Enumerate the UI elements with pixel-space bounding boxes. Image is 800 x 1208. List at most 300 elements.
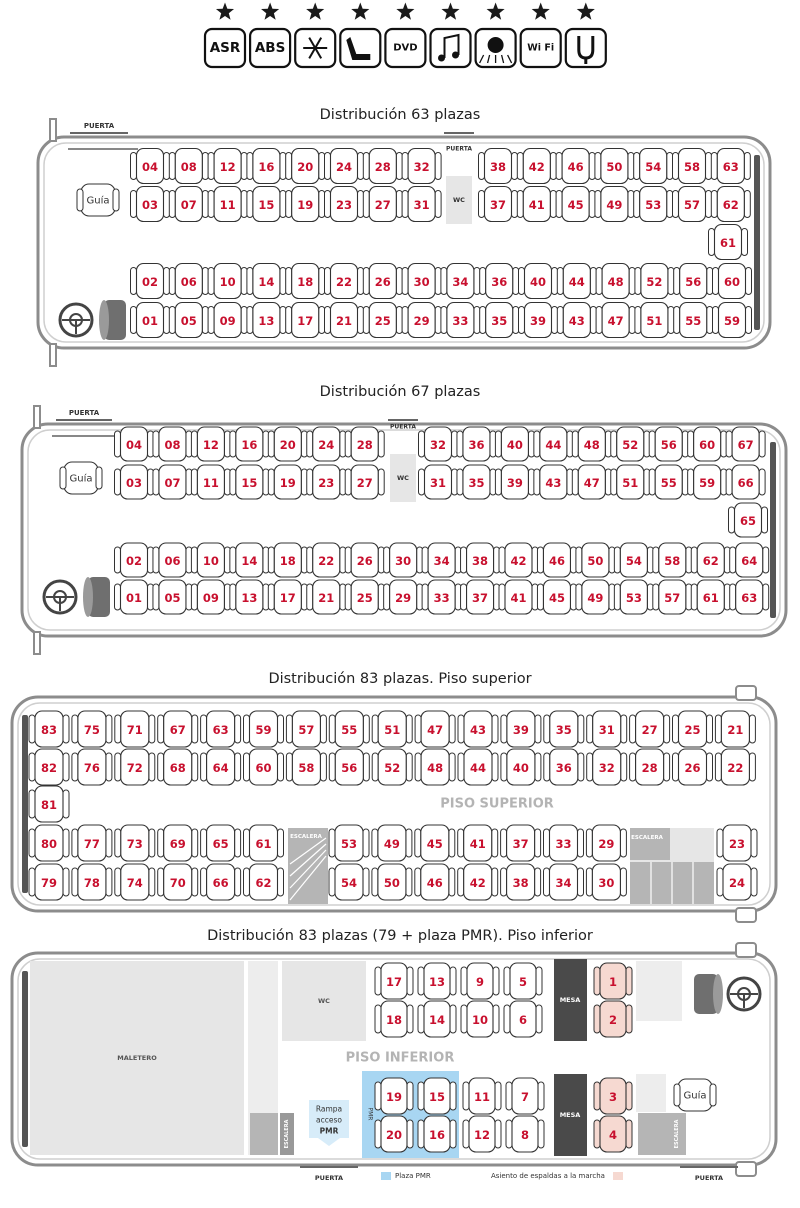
seat[interactable] xyxy=(611,427,650,461)
seat-number: 05 xyxy=(164,591,181,605)
seat[interactable] xyxy=(458,749,498,785)
seat[interactable] xyxy=(715,711,755,747)
seat-armrest-left xyxy=(201,829,207,857)
seat[interactable] xyxy=(29,786,69,822)
seat-armrest-right xyxy=(396,307,402,334)
seat[interactable] xyxy=(461,1001,499,1037)
seat[interactable] xyxy=(363,187,402,222)
seat[interactable] xyxy=(372,749,412,785)
seat-number: 64 xyxy=(741,554,758,568)
seat-number: 53 xyxy=(340,837,358,851)
seat[interactable] xyxy=(730,580,769,614)
seat[interactable] xyxy=(537,580,576,614)
seat[interactable] xyxy=(208,187,247,222)
seat-number: 07 xyxy=(180,198,197,212)
seat[interactable] xyxy=(286,303,325,338)
seat[interactable] xyxy=(595,149,634,184)
seat[interactable] xyxy=(419,465,458,499)
seat[interactable] xyxy=(268,427,307,461)
seat-armrest-right xyxy=(149,829,155,857)
seat[interactable] xyxy=(711,149,750,184)
seat[interactable] xyxy=(384,580,423,614)
seat[interactable] xyxy=(594,1001,632,1037)
seat[interactable] xyxy=(730,543,769,577)
seat-armrest-right xyxy=(535,868,541,896)
seat[interactable] xyxy=(375,963,413,999)
seat[interactable] xyxy=(635,303,674,338)
seat[interactable] xyxy=(461,543,500,577)
seat[interactable] xyxy=(418,1116,456,1152)
seat[interactable] xyxy=(688,465,727,499)
seat[interactable] xyxy=(268,543,307,577)
seat[interactable] xyxy=(673,149,712,184)
seat[interactable] xyxy=(587,749,627,785)
seat[interactable] xyxy=(653,580,692,614)
seat[interactable] xyxy=(325,149,364,184)
seat[interactable] xyxy=(131,264,170,299)
seat-number: 71 xyxy=(126,723,143,737)
seat[interactable] xyxy=(499,580,538,614)
seat[interactable] xyxy=(717,825,757,861)
seat-number: 37 xyxy=(489,198,507,212)
seat[interactable] xyxy=(115,864,155,900)
seat[interactable] xyxy=(375,1001,413,1037)
seat-number: 15 xyxy=(258,198,275,212)
seat[interactable] xyxy=(499,543,538,577)
seat-number: 19 xyxy=(279,476,296,490)
seat[interactable] xyxy=(72,864,112,900)
seat[interactable] xyxy=(201,864,241,900)
seat[interactable] xyxy=(208,149,247,184)
seat[interactable] xyxy=(402,264,441,299)
star-icon xyxy=(216,3,234,20)
seat[interactable] xyxy=(634,187,673,222)
seat[interactable] xyxy=(115,580,154,614)
seat[interactable] xyxy=(29,711,69,747)
seat[interactable] xyxy=(286,711,326,747)
seat-armrest-left xyxy=(72,715,78,743)
seat[interactable] xyxy=(268,580,307,614)
seat-number: 51 xyxy=(646,314,663,328)
seat[interactable] xyxy=(375,1116,413,1152)
seat[interactable] xyxy=(325,264,364,299)
seat-number: 52 xyxy=(384,761,401,775)
seat[interactable] xyxy=(372,825,412,861)
seat-armrest-left xyxy=(363,153,369,180)
seat[interactable] xyxy=(115,427,154,461)
seat[interactable] xyxy=(131,149,170,184)
seat[interactable] xyxy=(208,264,247,299)
seat-armrest-right xyxy=(202,268,208,295)
seat[interactable] xyxy=(713,303,752,338)
seat-armrest-right xyxy=(363,753,369,781)
seat-armrest-right xyxy=(241,153,247,180)
seat[interactable] xyxy=(72,749,112,785)
seat[interactable] xyxy=(726,427,765,461)
seat[interactable] xyxy=(537,543,576,577)
seat[interactable] xyxy=(595,187,634,222)
seat[interactable] xyxy=(201,749,241,785)
seat[interactable] xyxy=(115,749,155,785)
seat-armrest-right xyxy=(358,153,364,180)
seat[interactable] xyxy=(307,580,346,614)
seat[interactable] xyxy=(345,543,384,577)
seat[interactable] xyxy=(713,264,752,299)
seat[interactable] xyxy=(402,303,441,338)
seat-armrest-left xyxy=(596,307,602,334)
seat[interactable] xyxy=(649,465,688,499)
seat[interactable] xyxy=(325,303,364,338)
seat[interactable] xyxy=(572,465,611,499)
seat[interactable] xyxy=(345,427,384,461)
seat-number: 46 xyxy=(426,876,443,890)
seat-armrest-right xyxy=(450,1082,456,1110)
seat[interactable] xyxy=(480,303,519,338)
seat-armrest-right xyxy=(106,829,112,857)
seat-armrest-left xyxy=(630,715,636,743)
seat[interactable] xyxy=(158,864,198,900)
seat[interactable] xyxy=(286,749,326,785)
seat-armrest-left xyxy=(345,547,351,573)
seat[interactable] xyxy=(131,303,170,338)
seat[interactable] xyxy=(230,465,269,499)
seat[interactable] xyxy=(586,864,626,900)
seat-armrest-right xyxy=(278,753,284,781)
seat[interactable] xyxy=(674,264,713,299)
seat[interactable] xyxy=(673,749,713,785)
seat-armrest-right xyxy=(667,153,673,180)
seat[interactable] xyxy=(673,187,712,222)
seat[interactable] xyxy=(158,749,198,785)
seat[interactable] xyxy=(372,711,412,747)
seat[interactable] xyxy=(230,427,269,461)
seat-number: 58 xyxy=(683,160,701,174)
seat-armrest-left xyxy=(461,547,467,573)
seat[interactable] xyxy=(504,963,542,999)
seat[interactable] xyxy=(630,711,670,747)
seat[interactable] xyxy=(415,825,455,861)
seat[interactable] xyxy=(688,427,727,461)
seat[interactable] xyxy=(729,503,768,537)
seat[interactable] xyxy=(715,749,755,785)
seat[interactable] xyxy=(501,825,541,861)
seat[interactable] xyxy=(244,711,284,747)
seat-number: 2 xyxy=(608,1013,618,1027)
seat[interactable] xyxy=(649,427,688,461)
seat-armrest-left xyxy=(363,191,369,218)
seat[interactable] xyxy=(441,303,480,338)
seat-armrest-left xyxy=(115,868,121,896)
seat[interactable] xyxy=(268,465,307,499)
seat-number: 59 xyxy=(723,314,741,328)
seat[interactable] xyxy=(307,543,346,577)
seat-armrest-right xyxy=(474,307,480,334)
seat[interactable] xyxy=(596,264,635,299)
seat[interactable] xyxy=(345,465,384,499)
seat-number: 12 xyxy=(219,160,236,174)
driver-seat xyxy=(83,577,110,617)
seat[interactable] xyxy=(441,264,480,299)
seat-armrest-left xyxy=(544,715,550,743)
seat[interactable] xyxy=(169,187,208,222)
seat[interactable] xyxy=(345,580,384,614)
seat[interactable] xyxy=(402,149,441,184)
seat[interactable] xyxy=(586,825,626,861)
seat[interactable] xyxy=(594,963,632,999)
seat[interactable] xyxy=(544,749,584,785)
seat-armrest-left xyxy=(688,431,694,457)
seat[interactable] xyxy=(630,749,670,785)
seat[interactable] xyxy=(375,1078,413,1114)
seat[interactable] xyxy=(534,427,573,461)
seat[interactable] xyxy=(517,187,556,222)
seat-armrest-left xyxy=(268,469,274,495)
seat[interactable] xyxy=(674,303,713,338)
seat[interactable] xyxy=(29,825,69,861)
seat[interactable] xyxy=(201,825,241,861)
seat-armrest-right xyxy=(535,715,541,743)
seat[interactable] xyxy=(726,465,765,499)
seat[interactable] xyxy=(479,149,518,184)
seat[interactable] xyxy=(457,427,496,461)
seat[interactable] xyxy=(594,1078,632,1114)
seat[interactable] xyxy=(72,825,112,861)
seat[interactable] xyxy=(230,543,269,577)
seat-armrest-right xyxy=(535,753,541,781)
seat[interactable] xyxy=(29,864,69,900)
seat-armrest-left xyxy=(169,268,175,295)
seat-number: 56 xyxy=(685,275,702,289)
seat-armrest-left xyxy=(422,547,428,573)
seat-armrest-left xyxy=(169,307,175,334)
seat[interactable] xyxy=(329,825,369,861)
seat[interactable] xyxy=(501,749,541,785)
seat[interactable] xyxy=(415,711,455,747)
seat[interactable] xyxy=(458,825,498,861)
seat[interactable] xyxy=(717,864,757,900)
seat[interactable] xyxy=(153,465,192,499)
seat-armrest-left xyxy=(691,547,697,573)
guide-label: Guía xyxy=(683,1090,707,1102)
seat[interactable] xyxy=(556,187,595,222)
seat-armrest-left xyxy=(730,547,736,573)
seat[interactable] xyxy=(153,427,192,461)
seat[interactable] xyxy=(504,1001,542,1037)
seat[interactable] xyxy=(576,580,615,614)
seat-number: 07 xyxy=(164,476,181,490)
seat[interactable] xyxy=(247,303,286,338)
feature-label: Wi Fi xyxy=(527,42,555,54)
seat-armrest-left xyxy=(415,753,421,781)
seat-armrest-right xyxy=(536,967,542,995)
seat[interactable] xyxy=(635,264,674,299)
seat-number: 42 xyxy=(528,160,545,174)
seat-armrest-left xyxy=(372,868,378,896)
seat[interactable] xyxy=(506,1116,544,1152)
seat[interactable] xyxy=(72,711,112,747)
seat-number: 21 xyxy=(318,591,335,605)
seat[interactable] xyxy=(325,187,364,222)
seat[interactable] xyxy=(115,543,154,577)
seat-number: 06 xyxy=(164,554,181,568)
seat[interactable] xyxy=(329,749,369,785)
seat-armrest-left xyxy=(415,829,421,857)
seat[interactable] xyxy=(418,1001,456,1037)
seat[interactable] xyxy=(402,187,441,222)
seat-number: 14 xyxy=(241,554,258,568)
seat-armrest-left xyxy=(517,191,523,218)
seat[interactable] xyxy=(653,543,692,577)
seat[interactable] xyxy=(534,465,573,499)
seat-armrest-left xyxy=(153,584,159,610)
seat[interactable] xyxy=(517,149,556,184)
seat[interactable] xyxy=(158,711,198,747)
seat[interactable] xyxy=(286,149,325,184)
seat[interactable] xyxy=(479,187,518,222)
seat-armrest-left xyxy=(461,1005,467,1033)
seat-number: 48 xyxy=(427,761,444,775)
seat[interactable] xyxy=(419,427,458,461)
seat[interactable] xyxy=(191,543,230,577)
seat[interactable] xyxy=(634,149,673,184)
seat[interactable] xyxy=(557,303,596,338)
seat[interactable] xyxy=(153,543,192,577)
steering-wheel-icon xyxy=(44,581,76,613)
seat[interactable] xyxy=(169,303,208,338)
seat[interactable] xyxy=(384,543,423,577)
seat-armrest-left xyxy=(418,1120,424,1148)
seat[interactable] xyxy=(418,1078,456,1114)
seat-number: 48 xyxy=(583,438,600,452)
seat[interactable] xyxy=(158,825,198,861)
seat[interactable] xyxy=(461,580,500,614)
seat[interactable] xyxy=(29,749,69,785)
seat[interactable] xyxy=(191,427,230,461)
seat[interactable] xyxy=(457,465,496,499)
seat[interactable] xyxy=(463,1116,501,1152)
seat[interactable] xyxy=(422,543,461,577)
seat[interactable] xyxy=(576,543,615,577)
seat[interactable] xyxy=(458,711,498,747)
seat[interactable] xyxy=(614,543,653,577)
seat[interactable] xyxy=(463,1078,501,1114)
seat[interactable] xyxy=(191,465,230,499)
seat[interactable] xyxy=(691,580,730,614)
seat[interactable] xyxy=(363,149,402,184)
seat[interactable] xyxy=(115,465,154,499)
seat-armrest-left xyxy=(418,1005,424,1033)
seat[interactable] xyxy=(329,711,369,747)
seat[interactable] xyxy=(286,187,325,222)
seat[interactable] xyxy=(247,264,286,299)
seat[interactable] xyxy=(153,580,192,614)
seat[interactable] xyxy=(307,427,346,461)
seat[interactable] xyxy=(415,864,455,900)
seat[interactable] xyxy=(519,303,558,338)
seat[interactable] xyxy=(614,580,653,614)
seat[interactable] xyxy=(115,825,155,861)
seat[interactable] xyxy=(691,543,730,577)
seat[interactable] xyxy=(519,264,558,299)
seat-armrest-right xyxy=(202,153,208,180)
seat[interactable] xyxy=(372,864,412,900)
seat-number: 80 xyxy=(40,837,58,851)
seat[interactable] xyxy=(244,749,284,785)
door-label: PUERTA xyxy=(68,409,100,417)
seat[interactable] xyxy=(711,187,750,222)
seat[interactable] xyxy=(230,580,269,614)
seat[interactable] xyxy=(544,711,584,747)
seat[interactable] xyxy=(495,465,534,499)
seat[interactable] xyxy=(480,264,519,299)
seat[interactable] xyxy=(556,149,595,184)
seat[interactable] xyxy=(596,303,635,338)
mirror xyxy=(736,943,756,957)
seat[interactable] xyxy=(286,264,325,299)
seat-armrest-left xyxy=(418,967,424,995)
seat[interactable] xyxy=(244,864,284,900)
seat-number: 53 xyxy=(625,591,642,605)
seat[interactable] xyxy=(201,711,241,747)
seat-armrest-left xyxy=(329,868,335,896)
seat[interactable] xyxy=(131,187,170,222)
seat-armrest-left xyxy=(713,307,719,334)
seat[interactable] xyxy=(191,580,230,614)
seat[interactable] xyxy=(422,580,461,614)
seat-armrest-left xyxy=(653,547,659,573)
seat[interactable] xyxy=(611,465,650,499)
seat[interactable] xyxy=(557,264,596,299)
seat-number: 59 xyxy=(255,723,272,737)
seat[interactable] xyxy=(544,825,584,861)
seat[interactable] xyxy=(506,1078,544,1114)
seat[interactable] xyxy=(495,427,534,461)
seat[interactable] xyxy=(208,303,247,338)
seat[interactable] xyxy=(244,825,284,861)
seat[interactable] xyxy=(458,864,498,900)
seat[interactable] xyxy=(363,303,402,338)
seat[interactable] xyxy=(169,264,208,299)
seat-armrest-right xyxy=(626,967,632,995)
seat[interactable] xyxy=(572,427,611,461)
seat[interactable] xyxy=(307,465,346,499)
seat-armrest-right xyxy=(106,868,112,896)
seat[interactable] xyxy=(594,1116,632,1152)
seat[interactable] xyxy=(247,187,286,222)
seat-armrest-left xyxy=(537,584,543,610)
reclining-seat-icon xyxy=(340,29,380,67)
seat[interactable] xyxy=(709,225,748,260)
seat[interactable] xyxy=(329,864,369,900)
seat[interactable] xyxy=(544,864,584,900)
seat[interactable] xyxy=(587,711,627,747)
seat[interactable] xyxy=(673,711,713,747)
seat[interactable] xyxy=(418,963,456,999)
seat-armrest-left xyxy=(244,753,250,781)
seat[interactable] xyxy=(415,749,455,785)
seat[interactable] xyxy=(247,149,286,184)
seat[interactable] xyxy=(461,963,499,999)
seat-armrest-right xyxy=(435,191,441,218)
seat-armrest-left xyxy=(247,268,253,295)
seat[interactable] xyxy=(363,264,402,299)
seat-armrest-left xyxy=(726,469,732,495)
seat-armrest-right xyxy=(628,153,634,180)
seat[interactable] xyxy=(115,711,155,747)
seat[interactable] xyxy=(501,864,541,900)
seat[interactable] xyxy=(501,711,541,747)
seat[interactable] xyxy=(169,149,208,184)
